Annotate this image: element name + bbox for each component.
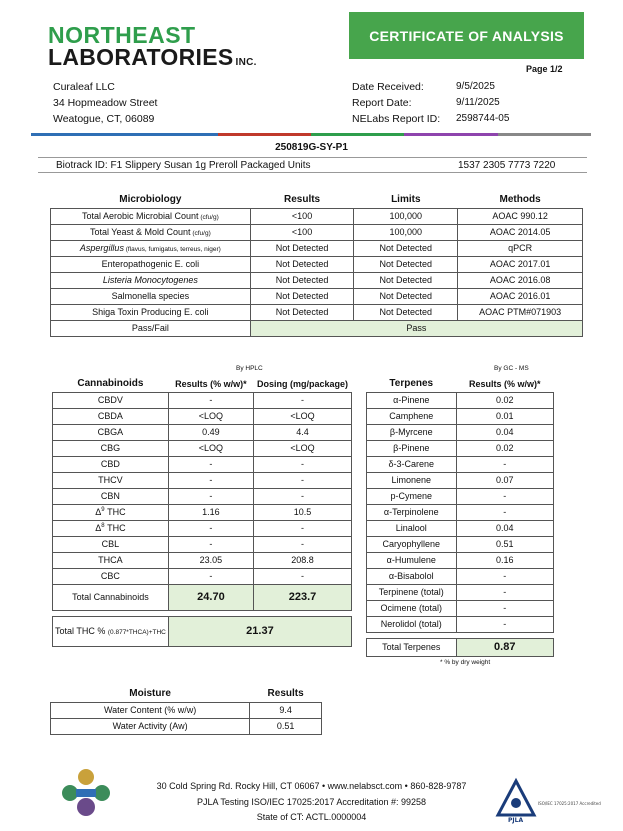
moisture-result: 0.51 [250,718,322,734]
client-block [53,79,157,127]
micro-test-name: Enteropathogenic E. coli [51,256,251,272]
micro-limit: 100,000 [354,208,458,224]
terpene-row [367,488,554,504]
cannabinoid-result: - [168,392,253,408]
cannabinoid-row [53,488,352,504]
cannabinoid-row [53,440,352,456]
date-received: 9/5/2025 [456,81,495,92]
header-cannabinoids: Cannabinoids [77,378,144,390]
cannabinoid-result: - [168,472,253,488]
micro-limit: Not Detected [354,240,458,256]
total-thc-label: Total THC % (0.877*THCA)+THC [53,616,169,646]
micro-result: Not Detected [250,240,354,256]
header-cann-dosing: Dosing (mg/package) [256,378,348,389]
terpenes-table [366,376,554,657]
terpene-name: p-Cymene [367,488,457,504]
cannabinoid-row [53,456,352,472]
cannabinoid-dose: - [253,520,351,536]
color-divider [31,133,591,136]
cannabinoid-row [53,408,352,424]
cannabinoid-row [53,424,352,440]
cannabinoid-row [53,568,352,584]
cannabinoid-dose: 208.8 [253,552,351,568]
report-id-label: NELabs Report ID: [352,113,441,125]
terpene-name: Ocimene (total) [367,600,457,616]
terpene-name: Camphene [367,408,457,424]
total-cannabinoids-label: Total Cannabinoids [53,584,169,610]
biotrack-id: Biotrack ID: F1 Slippery Susan 1g Preroll Packaged Units [56,160,311,171]
micro-row [51,208,583,224]
micro-test-name: Total Aerobic Microbial Count (cfu/g) [51,208,251,224]
total-terpenes-value: 0.87 [456,638,553,656]
terpene-row [367,392,554,408]
cannabinoid-name: CBG [53,440,169,456]
cannabinoid-result: - [168,488,253,504]
terpene-name: Nerolidol (total) [367,616,457,632]
client-street: 34 Hopmeadow Street [53,97,158,109]
cannabinoid-name: CBL [53,536,169,552]
micro-result: <100 [250,224,354,240]
moisture-row [51,702,322,718]
terpene-result: - [456,488,553,504]
micro-limit: Not Detected [354,272,458,288]
header-methods: Methods [499,194,541,206]
micro-result: Not Detected [250,272,354,288]
micro-method: AOAC 2017.01 [458,256,583,272]
terpene-row [367,456,554,472]
cannabinoid-dose: <LOQ [253,408,351,424]
micro-result: Not Detected [250,288,354,304]
passfail-label: Pass/Fail [51,320,251,336]
terpene-result: 0.02 [456,440,553,456]
cannabinoid-name: THCV [53,472,169,488]
cannabinoid-name: $\Delta^8$ THC [53,520,169,536]
sample-row [38,157,587,173]
terpene-row [367,424,554,440]
micro-test-name: Salmonella species [51,288,251,304]
cannabinoid-result: - [168,456,253,472]
moisture-result: 9.4 [250,702,322,718]
cannabinoid-result: 23.05 [168,552,253,568]
hplc-note: By HPLC [236,365,263,372]
date-received-label: Date Received: [352,81,424,93]
micro-row [51,240,583,256]
terpene-name: α-Pinene [367,392,457,408]
terpene-row [367,584,554,600]
cannabinoid-result: 0.49 [168,424,253,440]
cannabinoid-row [53,392,352,408]
micro-row [51,304,583,320]
micro-limit: Not Detected [354,304,458,320]
micro-row [51,224,583,240]
terpene-row [367,568,554,584]
logo-laboratories: LABORATORIES INC. [48,44,257,70]
cannabinoid-name: CBDV [53,392,169,408]
cannabinoid-dose: - [253,488,351,504]
micro-test-name: Listeria Monocytogenes [51,272,251,288]
header-terpenes: Terpenes [389,378,434,390]
terpene-result: - [456,456,553,472]
micro-row [51,272,583,288]
footer-address: 30 Cold Spring Rd. Rocky Hill, CT 06067 • www.nelabsct.com • 860-828-9787 [156,781,467,791]
header-moisture-results: Results [267,688,304,700]
page-number: Page 1/2 [526,64,563,74]
terpene-row [367,440,554,456]
cannabinoid-result: - [168,520,253,536]
terpene-result: - [456,600,553,616]
cannabinoid-dose: - [253,456,351,472]
footer-state: State of CT: ACTL.0000004 [256,812,367,822]
cannabinoid-row [53,552,352,568]
cannabinoid-dose: <LOQ [253,440,351,456]
header-moisture: Moisture [129,688,171,700]
header-limits: Limits [391,194,421,206]
total-thc-value: 21.37 [168,616,351,646]
report-date-label: Report Date: [352,97,412,109]
terpene-result: 0.04 [456,520,553,536]
report-labels [352,79,440,127]
micro-test-name: Total Yeast & Mold Count (cfu/g) [51,224,251,240]
cannabinoid-name: $\Delta^9$ THC [53,504,169,520]
moisture-table [50,686,322,735]
terpene-name: δ-3-Carene [367,456,457,472]
report-date: 9/11/2025 [456,97,500,108]
total-terpenes-label: Total Terpenes [367,638,457,656]
terpene-result: 0.01 [456,408,553,424]
pjla-iso: ISO/IEC 17025:2017 Accredited [538,801,601,806]
header-microbiology: Microbiology [119,194,182,206]
terpene-row [367,472,554,488]
terpene-name: Caryophyllene [367,536,457,552]
micro-method: AOAC 990.12 [458,208,583,224]
cannabinoid-dose: - [253,392,351,408]
cannabinoid-name: CBN [53,488,169,504]
cannabinoid-row [53,472,352,488]
client-city: Weatogue, CT, 06089 [53,113,155,125]
cannabinoid-name: THCA [53,552,169,568]
gcms-note: By GC - MS [494,365,529,372]
terpene-result: 0.16 [456,552,553,568]
moisture-name: Water Content (% w/w) [51,702,250,718]
micro-limit: 100,000 [354,224,458,240]
total-cannabinoids-result: 24.70 [168,584,253,610]
passfail-value: Pass [250,320,582,336]
micro-limit: Not Detected [354,288,458,304]
terpene-result: 0.04 [456,424,553,440]
cannabinoid-dose: - [253,568,351,584]
report-id: 2598744-05 [456,113,510,124]
cannabinoid-result: - [168,568,253,584]
dry-weight-footnote: * % by dry weight [440,659,491,666]
terpene-result: - [456,504,553,520]
terpene-row [367,504,554,520]
certificate-title: CERTIFICATE OF ANALYSIS [349,12,584,59]
report-values [456,79,509,127]
cannabinoid-name: CBC [53,568,169,584]
micro-test-name: Shiga Toxin Producing E. coli [51,304,251,320]
biotrack-number: 1537 2305 7773 7220 [458,160,556,171]
micro-method: AOAC 2016.01 [458,288,583,304]
micro-result: <100 [250,208,354,224]
cannabinoid-row [53,504,352,520]
terpene-result: - [456,568,553,584]
terpene-row [367,520,554,536]
terpene-result: - [456,616,553,632]
cannabinoid-row [53,520,352,536]
micro-result: Not Detected [250,304,354,320]
cannabinoid-result: - [168,536,253,552]
moisture-name: Water Activity (Aw) [51,718,250,734]
micro-test-name: Aspergillus (flavus, fumigatus, terreus, niger) [51,240,251,256]
terpene-name: Limonene [367,472,457,488]
terpene-row [367,552,554,568]
cannabinoid-dose: 10.5 [253,504,351,520]
pjla-label: PJLA [508,817,524,824]
terpene-row [367,600,554,616]
cannabinoid-result: 1.16 [168,504,253,520]
sample-id: 250819G-SY-P1 [275,142,348,153]
cannabinoid-dose: 4.4 [253,424,351,440]
terpene-name: β-Myrcene [367,424,457,440]
terpene-name: α-Humulene [367,552,457,568]
cannabinoid-result: <LOQ [168,408,253,424]
total-cannabinoids-dose: 223.7 [253,584,351,610]
cannabinoid-name: CBDA [53,408,169,424]
terpene-name: α-Terpinolene [367,504,457,520]
terpene-row [367,616,554,632]
terpene-result: 0.51 [456,536,553,552]
cannabinoid-dose: - [253,472,351,488]
cannabinoid-name: CBGA [53,424,169,440]
micro-method: AOAC 2014.05 [458,224,583,240]
cannabinoid-row [53,536,352,552]
header-cann-results: Results (% w/w)* [175,378,247,389]
logo-northeast: NORTHEAST [48,22,196,48]
terpene-row [367,408,554,424]
header-results: Results [284,194,321,206]
terpene-name: Linalool [367,520,457,536]
cannabinoids-table [52,376,352,647]
micro-method: AOAC PTM#071903 [458,304,583,320]
micro-row [51,288,583,304]
header-terp-results: Results (% w/w)* [469,378,541,389]
terpene-row [367,536,554,552]
cannabinoid-name: CBD [53,456,169,472]
terpene-name: Terpinene (total) [367,584,457,600]
micro-method: AOAC 2016.08 [458,272,583,288]
pjla-logo [496,779,601,824]
client-name: Curaleaf LLC [53,81,115,93]
microbiology-table [50,192,583,337]
micro-method: qPCR [458,240,583,256]
terpene-result: - [456,584,553,600]
cannabinoid-result: <LOQ [168,440,253,456]
footer-accreditation: PJLA Testing ISO/IEC 17025:2017 Accreditation #: 99258 [197,797,426,807]
micro-result: Not Detected [250,256,354,272]
terpene-result: 0.02 [456,392,553,408]
micro-limit: Not Detected [354,256,458,272]
cannabinoid-dose: - [253,536,351,552]
micro-row [51,256,583,272]
terpene-result: 0.07 [456,472,553,488]
terpene-name: β-Pinene [367,440,457,456]
moisture-row [51,718,322,734]
terpene-name: α-Bisabolol [367,568,457,584]
